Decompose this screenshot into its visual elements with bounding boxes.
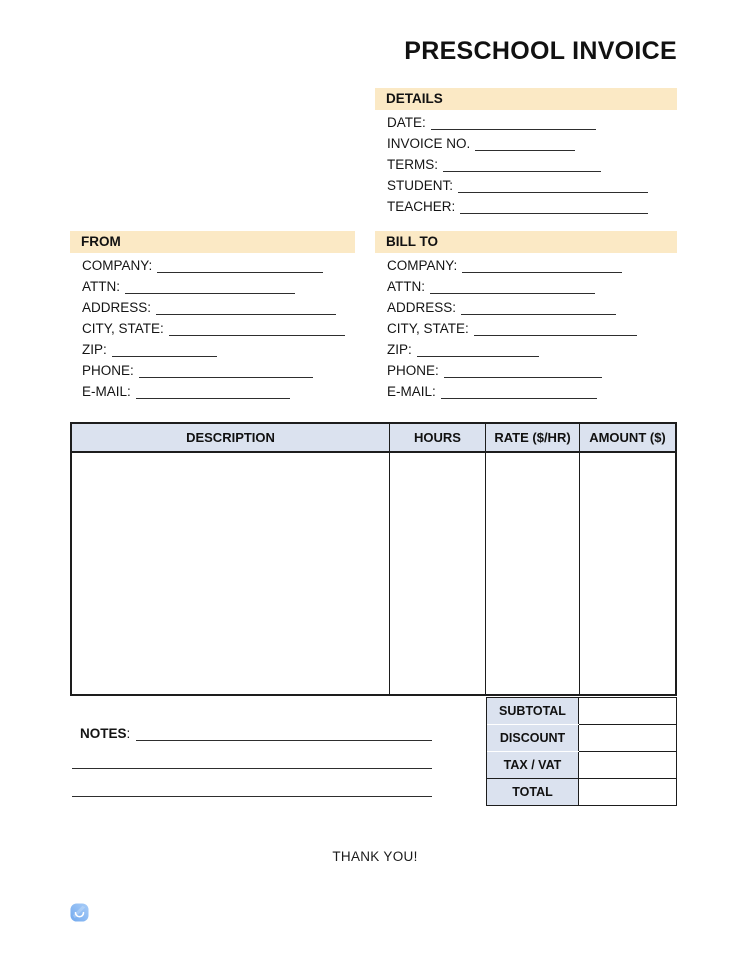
field-from-attn (82, 276, 355, 297)
field-blank-line (156, 302, 336, 315)
body-cell-description (72, 453, 390, 694)
field-label: DATE: (387, 115, 426, 130)
notes-blank-line (136, 740, 432, 741)
body-cell-rate (486, 453, 580, 694)
field-blank-line (444, 365, 602, 378)
field-blank-line (474, 323, 637, 336)
field-label: E-MAIL: (387, 384, 436, 399)
field-invoice-no (387, 133, 677, 154)
field-billto-zip (387, 339, 677, 360)
field-blank-line (431, 117, 596, 130)
total-value (579, 778, 676, 805)
field-label: PHONE: (387, 363, 439, 378)
body-cell-hours (390, 453, 486, 694)
field-billto-address (387, 297, 677, 318)
column-header-amount: AMOUNT ($) (589, 430, 666, 445)
discount-label: DISCOUNT (487, 725, 579, 751)
field-from-address (82, 297, 355, 318)
field-label: INVOICE NO. (387, 136, 471, 151)
body-cell-amount (580, 453, 675, 694)
from-header: FROM (70, 231, 355, 253)
field-blank-line (157, 260, 323, 273)
field-label: STUDENT: (387, 178, 454, 193)
field-billto-attn (387, 276, 677, 297)
field-label: TEACHER: (387, 199, 456, 214)
subtotal-value (579, 698, 676, 725)
field-label: ATTN: (387, 279, 425, 294)
totals-table (486, 697, 677, 806)
field-blank-line (430, 281, 595, 294)
field-blank-line (417, 344, 539, 357)
details-header: DETAILS (375, 88, 677, 110)
field-billto-phone (387, 360, 677, 381)
details-section (375, 88, 677, 217)
field-blank-line (458, 180, 648, 193)
field-student (387, 175, 677, 196)
notes-blank-line (72, 741, 432, 769)
field-label: E-MAIL: (82, 384, 131, 399)
notes-blank-line (72, 769, 432, 797)
field-blank-line (112, 344, 217, 357)
field-blank-line (441, 386, 597, 399)
field-blank-line (169, 323, 345, 336)
field-label: COMPANY: (82, 258, 153, 273)
column-header-rate: RATE ($/HR) (486, 424, 580, 451)
items-table-body (72, 453, 675, 694)
field-blank-line (462, 260, 622, 273)
field-teacher (387, 196, 677, 217)
field-from-phone (82, 360, 355, 381)
column-header-hours: HOURS (390, 424, 486, 451)
field-label: ADDRESS: (387, 300, 457, 315)
field-blank-line (443, 159, 601, 172)
field-blank-line (125, 281, 295, 294)
field-label: ZIP: (82, 342, 107, 357)
field-blank-line (475, 138, 575, 151)
field-blank-line (460, 201, 648, 214)
notes-section (72, 724, 432, 797)
field-label: CITY, STATE: (387, 321, 469, 336)
items-table (70, 422, 677, 696)
field-label: ADDRESS: (82, 300, 152, 315)
column-header-description: DESCRIPTION (72, 424, 390, 451)
field-date (387, 112, 677, 133)
field-blank-line (139, 365, 313, 378)
field-terms (387, 154, 677, 175)
page-title: PRESCHOOL INVOICE (404, 37, 677, 65)
field-billto-email (387, 381, 677, 402)
field-label: ATTN: (82, 279, 120, 294)
items-table-header (72, 424, 675, 453)
bill-to-header: BILL TO (375, 231, 677, 253)
subtotal-label: SUBTOTAL (487, 698, 579, 724)
field-blank-line (136, 386, 290, 399)
field-label: ZIP: (387, 342, 412, 357)
total-label: TOTAL (487, 778, 579, 805)
field-label: COMPANY: (387, 258, 458, 273)
notes-colon: : (126, 726, 131, 741)
from-section (70, 231, 355, 402)
tax-vat-label: TAX / VAT (487, 752, 579, 778)
field-billto-company (387, 255, 677, 276)
field-from-email (82, 381, 355, 402)
field-label: CITY, STATE: (82, 321, 164, 336)
bill-to-section (375, 231, 677, 402)
field-from-zip (82, 339, 355, 360)
field-blank-line (461, 302, 616, 315)
tax-vat-value (579, 752, 676, 778)
field-label: PHONE: (82, 363, 134, 378)
field-billto-city-state (387, 318, 677, 339)
discount-value (579, 725, 676, 752)
field-from-company (82, 255, 355, 276)
notes-label: NOTES (80, 726, 127, 741)
field-label: TERMS: (387, 157, 439, 172)
field-from-city-state (82, 318, 355, 339)
thank-you-text: THANK YOU! (332, 849, 418, 864)
smiley-logo-icon (70, 903, 89, 922)
